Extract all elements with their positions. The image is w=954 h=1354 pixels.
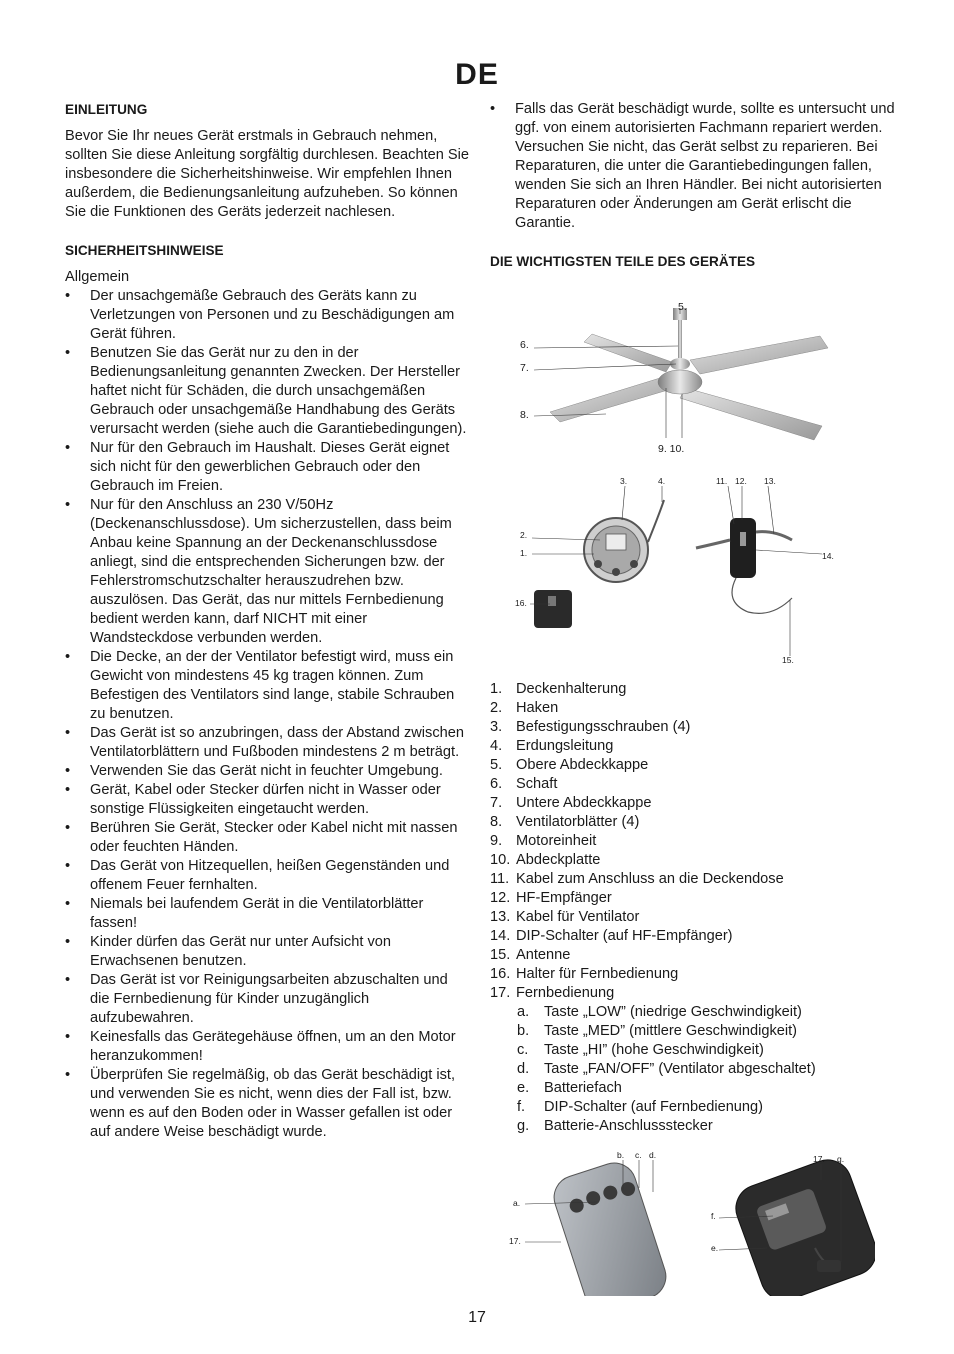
part-item: 14. DIP-Schalter (auf HF-Empfänger) <box>490 928 733 944</box>
safety-item: • Nur für den Anschluss an 230 V/50Hz (Deckenanschlussdose). Um sicherzustellen, dass beim Anbau keine Spannung an der Deckenanschlussdose anliegt, sind die entsprechenden Sicherungen bzw. der Fehlerstromschutzschalter herauszudrehen bzw. auszulösen. Das Gerät, das nur mittels Fernbedienung bedient werden kann, darf NICHT mit einer Wandsteckdose verbunden werden. <box>65 496 470 648</box>
safety-list <box>65 287 470 1142</box>
parts-heading: DIE WICHTIGSTEN TEILE DES GERÄTES <box>490 254 756 269</box>
right-column-top <box>490 100 895 279</box>
mount-illustration <box>510 472 685 634</box>
remote-back-label-e: e. <box>711 1243 719 1253</box>
parts-list <box>490 680 895 1003</box>
part-item: 11. Kabel zum Anschluss an die Deckendose <box>490 871 784 887</box>
safety-item: • Berühren Sie Gerät, Stecker oder Kabel nicht mit nassen oder feuchten Händen. <box>65 819 470 857</box>
part-item: 17. Fernbedienung <box>490 985 615 1001</box>
subpart-item: f. DIP-Schalter (auf Fernbedienung) <box>517 1099 764 1115</box>
remote-label-c: c. <box>635 1150 642 1160</box>
subpart-item: c. Taste „HI” (hohe Geschwindigkeit) <box>517 1042 764 1058</box>
remote-back-illustration <box>705 1148 875 1296</box>
safety-item: • Verwenden Sie das Gerät nicht in feuchter Umgebung. <box>65 762 470 781</box>
part-item: 8. Ventilatorblätter (4) <box>490 814 640 830</box>
receiver-label-13: 13. <box>764 476 776 486</box>
remote-holder <box>534 590 572 628</box>
receiver-illustration <box>684 472 844 670</box>
safety-item: • Das Gerät ist so anzubringen, dass der Abstand zwischen Ventilatorblättern und Fußboden mindestens 2 m beträgt. <box>65 724 470 762</box>
intro-heading: EINLEITUNG <box>65 102 148 117</box>
part-item: 9. Motoreinheit <box>490 833 597 849</box>
fan-label-8: 8. <box>520 409 529 421</box>
part-item: 5. Obere Abdeckkappe <box>490 757 649 773</box>
remote-label-17: 17. <box>509 1236 521 1246</box>
fan-illustration <box>510 298 840 458</box>
remote-label-a: a. <box>513 1198 521 1208</box>
part-item: 16. Halter für Fernbedienung <box>490 966 679 982</box>
safety-item: • Kinder dürfen das Gerät nur unter Aufsicht von Erwachsenen benutzen. <box>65 933 470 971</box>
fan-label-6: 6. <box>520 339 529 351</box>
safety-item: • Niemals bei laufendem Gerät in die Ventilatorblätter fassen! <box>65 895 470 933</box>
safety-item: • Das Gerät von Hitzequellen, heißen Gegenständen und offenem Feuer fernhalten. <box>65 857 470 895</box>
page-language-code: DE <box>455 58 499 91</box>
safety-item: • Benutzen Sie das Gerät nur zu den in der Bedienungsanleitung genannten Zwecken. Der Hersteller haftet nicht für Schäden, die durch unsachgemäßen Gebrauch oder unsachgemäße Handhabung des Geräts verursacht werden (siehe auch die Garantiebedingungen). <box>65 344 470 439</box>
mount-label-2: 2. <box>520 530 528 540</box>
safety-item: • Überprüfen Sie regelmäßig, ob das Gerät beschädigt ist, und verwenden Sie es nicht, wenn dies der Fall ist, bzw. wenn es auf den Boden oder in Wasser gefallen ist oder auf andere Weise beschädigt wurde. <box>65 1066 470 1142</box>
mount-label-3: 3. <box>620 476 628 486</box>
safety-list-continued <box>490 100 895 233</box>
subpart-item: g. Batterie-Anschlussstecker <box>517 1118 713 1134</box>
part-item: 15. Antenne <box>490 947 571 963</box>
subpart-item: d. Taste „FAN/OFF” (Ventilator abgeschaltet) <box>517 1061 816 1077</box>
mount-label-1: 1. <box>520 548 528 558</box>
receiver-label-14: 14. <box>822 551 834 561</box>
parts-list-block <box>490 680 895 1136</box>
safety-item: • Falls das Gerät beschädigt wurde, sollte es untersucht und ggf. von einem autorisierten Fachmann repariert werden. Versuchen Sie nicht, das Gerät selbst zu reparieren. Bei Reparaturen, die unter die Garantiebedingungen fallen, wenden Sie sich an Ihren Händler. Bei nicht autorisierten Reparaturen oder Änderungen am Gerät erlischt die Garantie. <box>490 100 895 233</box>
remote-front-illustration <box>505 1148 680 1296</box>
remote-label-b: b. <box>617 1150 625 1160</box>
remote-back-label-f: f. <box>711 1211 716 1221</box>
left-column <box>65 100 470 1142</box>
fan-motor <box>658 308 702 394</box>
general-label: Allgemein <box>65 269 130 285</box>
mount-label-4: 4. <box>658 476 666 486</box>
remote-label-d: d. <box>649 1150 657 1160</box>
receiver-label-15: 15. <box>782 655 794 665</box>
part-item: 4. Erdungsleitung <box>490 738 614 754</box>
part-item: 7. Untere Abdeckkappe <box>490 795 652 811</box>
part-item: 6. Schaft <box>490 776 558 792</box>
safety-item: • Der unsachgemäße Gebrauch des Geräts kann zu Verletzungen von Personen und zu Beschädigungen am Gerät führen. <box>65 287 470 344</box>
safety-item: • Die Decke, an der der Ventilator befestigt wird, muss ein Gewicht von mindestens 45 kg tragen können. Zum Befestigen des Ventilators sind lange, stabile Schrauben zu benutzen. <box>65 648 470 724</box>
part-item: 13. Kabel für Ventilator <box>490 909 640 925</box>
fan-label-9-10: 9. 10. <box>658 443 685 455</box>
receiver-label-11: 11. <box>716 476 728 486</box>
remote-subparts-list <box>490 1003 895 1136</box>
safety-heading: SICHERHEITSHINWEISE <box>65 243 224 258</box>
battery-connector <box>817 1260 841 1272</box>
safety-item: • Nur für den Gebrauch im Haushalt. Dieses Gerät eignet sich nicht für den gewerblichen Gebrauch oder den Gebrauch im Freien. <box>65 439 470 496</box>
part-item: 2. Haken <box>490 700 559 716</box>
remote-back <box>729 1153 875 1296</box>
subpart-item: e. Batteriefach <box>517 1080 622 1096</box>
hf-receiver <box>730 518 756 578</box>
part-item: 1. Deckenhalterung <box>490 681 627 697</box>
part-item: 10. Abdeckplatte <box>490 852 601 868</box>
remote-back-label-17: 17. <box>813 1154 825 1164</box>
subpart-item: b. Taste „MED” (mittlere Geschwindigkeit) <box>517 1023 798 1039</box>
safety-item: • Keinesfalls das Gerätegehäuse öffnen, um an den Motor heranzukommen! <box>65 1028 470 1066</box>
fan-label-5: 5. <box>678 301 687 313</box>
part-item: 12. HF-Empfänger <box>490 890 612 906</box>
safety-item: • Gerät, Kabel oder Stecker dürfen nicht in Wasser oder sonstige Flüssigkeiten eingetaucht werden. <box>65 781 470 819</box>
receiver-label-12: 12. <box>735 476 747 486</box>
subpart-item: a. Taste „LOW” (niedrige Geschwindigkeit) <box>517 1004 802 1020</box>
mount-label-16: 16. <box>515 598 527 608</box>
remote-back-label-g: g. <box>837 1154 845 1164</box>
page-number: 17 <box>468 1309 486 1326</box>
part-item: 3. Befestigungsschrauben (4) <box>490 719 691 735</box>
safety-item: • Das Gerät ist vor Reinigungsarbeiten abzuschalten und die Fernbedienung für Kinder unzugänglich aufzubewahren. <box>65 971 470 1028</box>
intro-text: Bevor Sie Ihr neues Gerät erstmals in Gebrauch nehmen, sollten Sie diese Anleitung sorgfältig durchlesen. Beachten Sie insbesondere die Sicherheitshinweise. Wir empfehlen Ihnen außerdem, die Bedienungsanleitung aufzuheben. So können Sie die Funktionen des Geräts jederzeit nachlesen. <box>65 128 470 220</box>
fan-label-7: 7. <box>520 362 529 374</box>
